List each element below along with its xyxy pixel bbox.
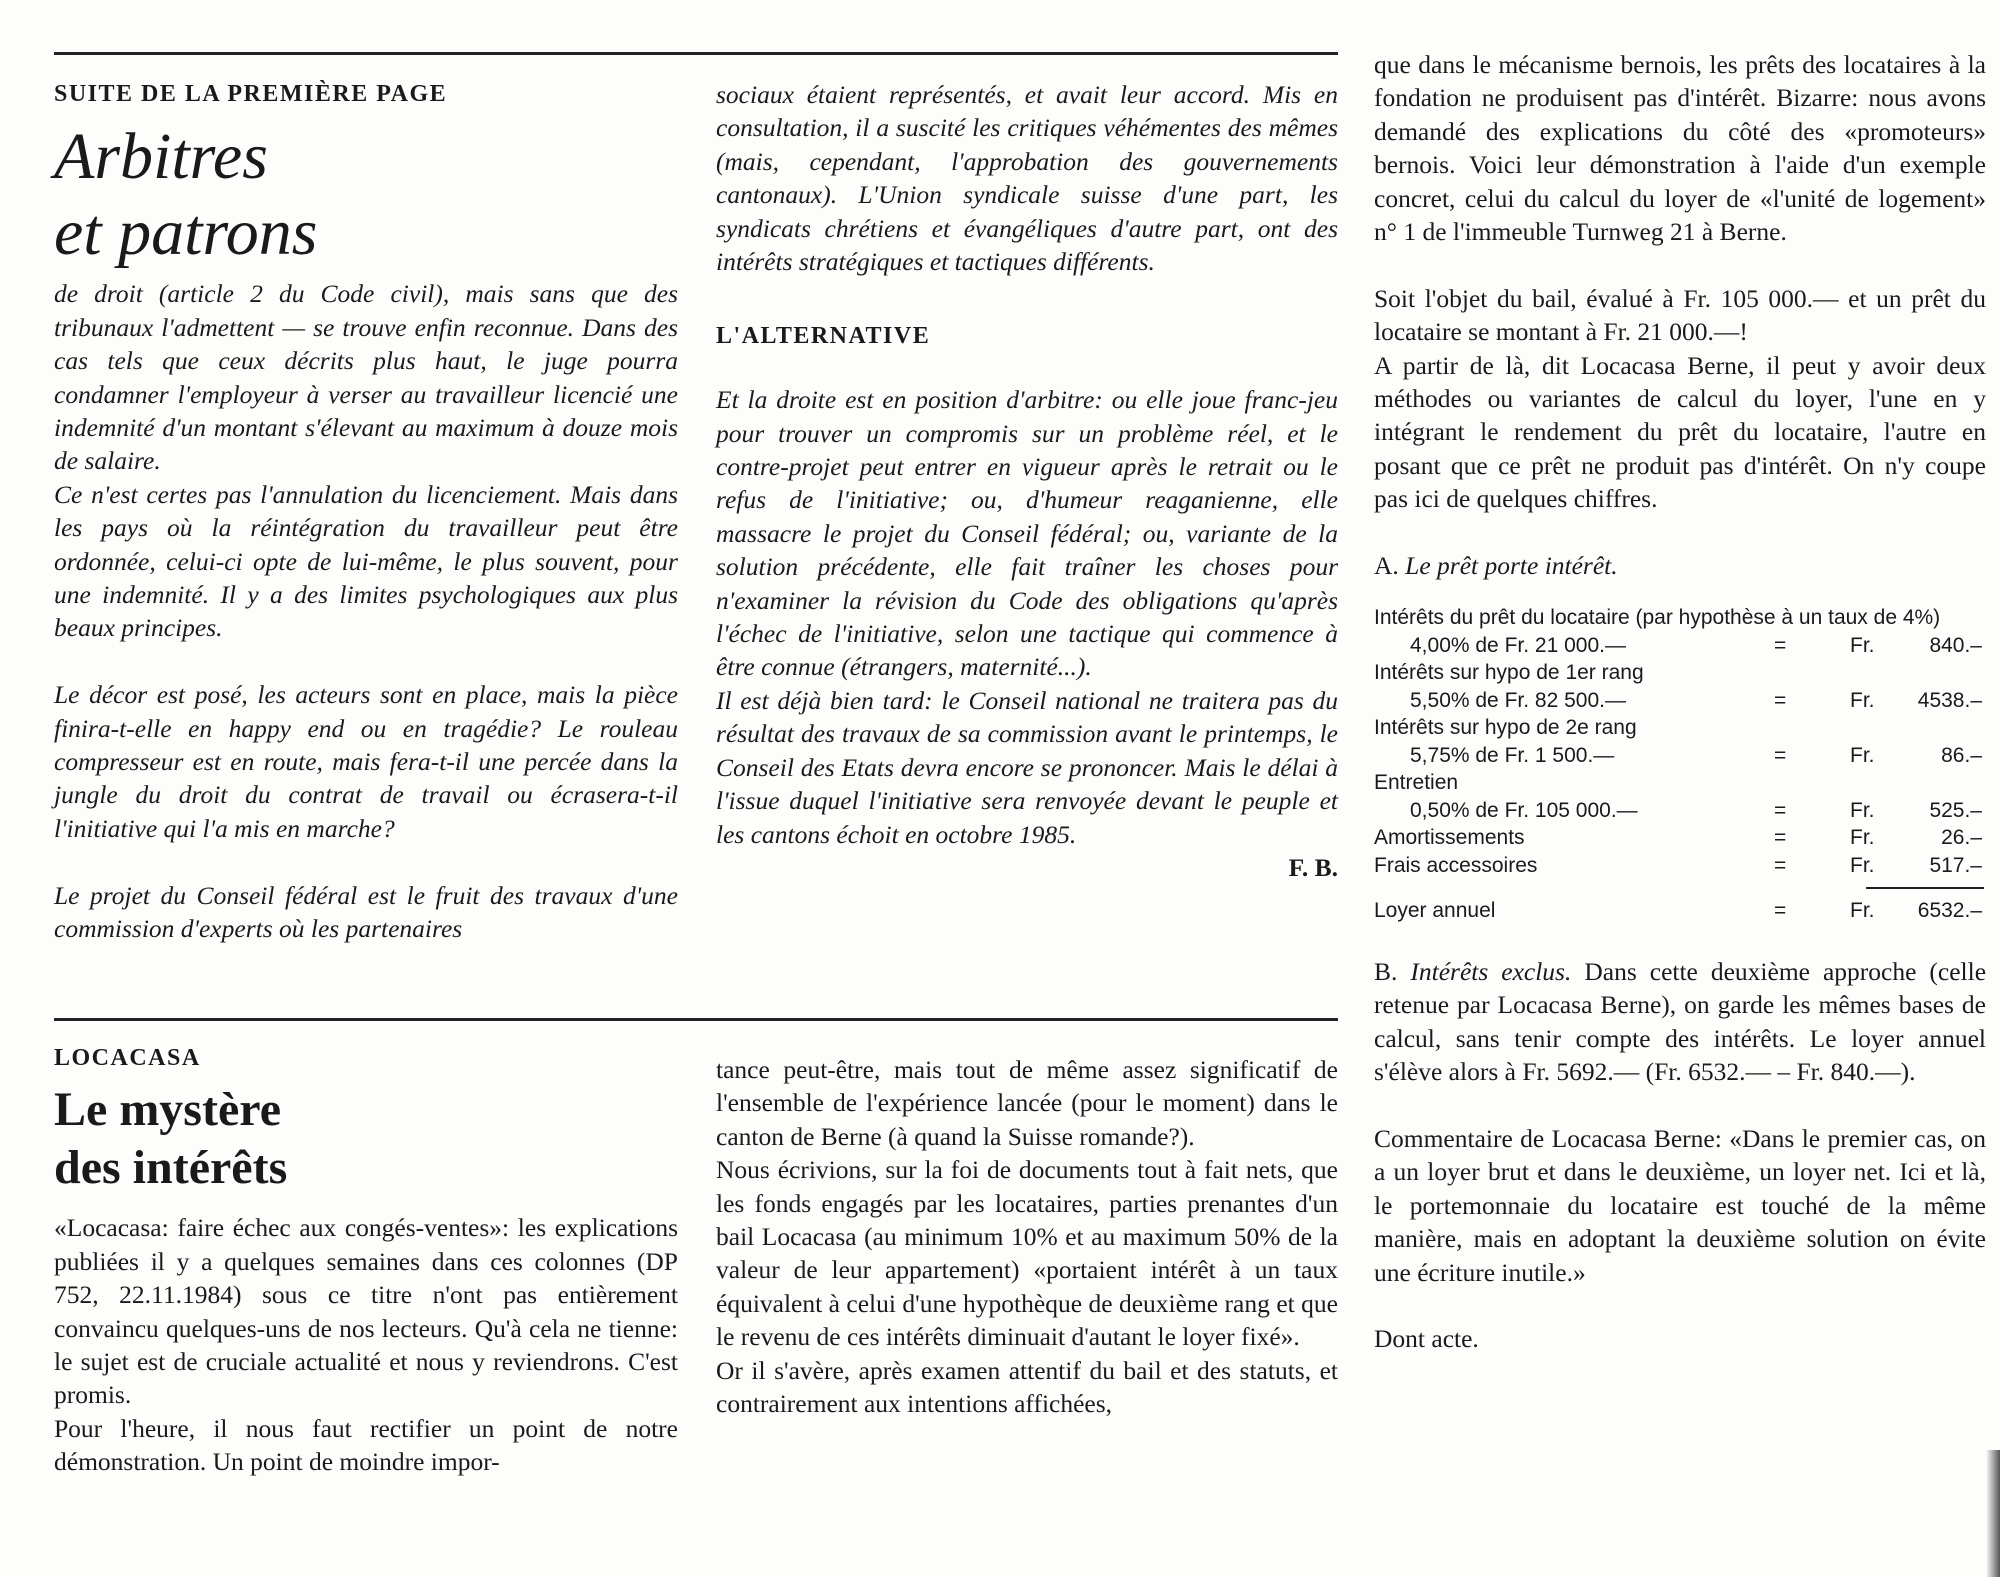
calc-row-currency: Fr.: [1850, 743, 1875, 767]
article2-title: [54, 1081, 678, 1197]
article1-title: [54, 119, 678, 271]
calc-row-currency: Fr.: [1850, 633, 1875, 657]
calc-intro: Intérêts du prêt du locataire (par hypothèse à un taux de 4%): [1374, 606, 1941, 630]
article1-paragraph: Et la droite est en position d'arbitre: ou elle joue franc-jeu pour trouver un compromis sur un problème réel, et le contre-projet peut entrer en vigueur après le retrait ou le refus de l'initiative; ou, d'humeur reaganienne, elle massacre le projet du Conseil fédéral; ou, variante de la solution précédente, elle fait traîner les choses pour n'examiner la révision du Code des obligations qu'après l'échec de l'initiative, selon une tactique qui commence à être connue (étrangers, maternité...).: [716, 385, 1338, 682]
calc-row-currency: Fr.: [1850, 826, 1875, 850]
article2-column-2: [716, 1053, 1338, 1420]
calc-total-label: Loyer annuel: [1374, 899, 1496, 923]
calc-row-amount: 4538.–: [1917, 688, 1982, 712]
calc-total-equals: =: [1774, 899, 1787, 923]
section-a-letter: A.: [1374, 551, 1399, 581]
calc-row-label: Entretien: [1374, 771, 1459, 795]
page-edge-shadow: [1986, 1450, 2000, 1577]
calc-row: [1374, 659, 1984, 687]
article1-title-line2: et patrons: [54, 196, 318, 270]
article1-column-1: [54, 78, 678, 946]
col3-paragraph: A partir de là, dit Locacasa Berne, il peut y avoir deux méthodes ou variantes de calcul du loyer, l'une en y intégrant le rendement du prêt du locataire, l'autre en posant que ce prêt ne produit pas d'intérêt. On n'y coupe pas ici de quelques chiffres.: [1374, 350, 1986, 514]
article2-kicker: LOCACASA: [54, 1045, 201, 1071]
section-b-letter: B.: [1374, 956, 1398, 986]
calc-row: [1374, 824, 1984, 852]
calc-row-currency: Fr.: [1850, 853, 1875, 877]
article2-paragraph: Nous écrivions, sur la foi de documents tout à fait nets, que les fonds engagés par les locataires, parties prenantes d'un bail Locacasa (au minimum 10% et au maximum 50% de la valeur de leur appartement) «portaient intérêt à un taux équivalent à celui d'une hypothèque de deuxième rang et que le revenu de ces intérêts diminuait d'autant le loyer fixé».: [716, 1155, 1338, 1352]
middle-rule: [54, 1018, 1338, 1021]
calc-row-equals: =: [1774, 853, 1787, 877]
article1-kicker: SUITE DE LA PREMIÈRE PAGE: [54, 81, 448, 107]
calc-row-amount: 517.–: [1929, 853, 1982, 877]
article2-paragraph: Pour l'heure, il nous faut rectifier un point de notre démonstration. Un point de moindre impor-: [54, 1413, 678, 1477]
col3-closing: Dont acte.: [1374, 1324, 1479, 1354]
article2-column-1: [54, 1042, 678, 1479]
calc-row: [1374, 852, 1984, 880]
article1-column-2: [716, 78, 1338, 884]
calc-total-row: [1374, 897, 1984, 925]
calc-row-label: 0,50% de Fr. 105 000.—: [1410, 798, 1638, 822]
article1-paragraph: Le décor est posé, les acteurs sont en place, mais la pièce finira-t-elle en happy end ou en tragédie? Le rouleau compresseur est en route, mais fera-t-il une percée dans la jungle du droit du contrat de travail ou écrasera-t-il l'initiative qui l'a mis en marche?: [54, 680, 678, 843]
article2-column-3: [1374, 48, 1986, 1356]
section-a-heading: [1374, 549, 1986, 582]
sum-line: [1866, 887, 1984, 889]
calc-total-amount: 6532.–: [1917, 899, 1982, 923]
article1-paragraph: sociaux étaient représentés, et avait leur accord. Mis en consultation, il a suscité les critiques véhémentes des mêmes (mais, cependant, l'approbation des gouvernements cantonaux). L'Union syndicale suisse d'une part, les syndicats chrétiens et évangéliques d'autre part, ont des intérêts stratégiques et tactiques différents.: [716, 80, 1338, 277]
article2-paragraph: Or il s'avère, après examen attentif du bail et des statuts, et contrairement aux intentions affichées,: [716, 1355, 1338, 1419]
col3-paragraph: Soit l'objet du bail, évalué à Fr. 105 000.— et un prêt du locataire se montant à Fr. 21 000.—!: [1374, 283, 1986, 347]
calc-row-currency: Fr.: [1850, 688, 1875, 712]
article2-title-line2: des intérêts: [54, 1141, 288, 1195]
rent-calculation: [1374, 604, 1984, 925]
calc-row: [1374, 742, 1984, 770]
calc-row-amount: 26.–: [1941, 826, 1982, 850]
calc-row-label: 5,50% de Fr. 82 500.—: [1410, 688, 1626, 712]
calc-row: [1374, 769, 1984, 797]
calc-row-label: Amortissements: [1374, 826, 1525, 850]
calc-row-amount: 525.–: [1929, 798, 1982, 822]
calc-row-equals: =: [1774, 688, 1787, 712]
article1-signature: F. B.: [1288, 852, 1338, 882]
calc-row-equals: =: [1774, 826, 1787, 850]
calc-row-equals: =: [1774, 633, 1787, 657]
article1-subhead: L'ALTERNATIVE: [716, 322, 931, 349]
calc-total-currency: Fr.: [1850, 899, 1875, 923]
calc-row-label: Intérêts sur hypo de 1er rang: [1374, 661, 1644, 685]
calc-row-label: Intérêts sur hypo de 2e rang: [1374, 716, 1637, 740]
calc-row-amount: 86.–: [1941, 743, 1982, 767]
calc-row: [1374, 797, 1984, 825]
calc-rows: [1374, 632, 1984, 880]
article1-paragraph: Il est déjà bien tard: le Conseil national ne traitera pas du résultat des travaux de sa commission avant le printemps, le Conseil des Etats devra encore se prononcer. Mais le délai à l'issue duquel l'initiative sera renvoyée devant le peuple et les cantons échoit en octobre 1985.: [716, 685, 1338, 849]
section-a-title: Le prêt porte intérêt.: [1405, 551, 1618, 581]
calc-row-label: Frais accessoires: [1374, 853, 1538, 877]
article1-paragraph: de droit (article 2 du Code civil), mais sans que des tribunaux l'admettent — se trouve enfin reconnue. Dans des cas tels que ceux décrits plus haut, le juge pourra condamner l'employeur à verser au travailleur licencié une indemnité d'un montant s'élevant au maximum à douze mois de salaire.: [54, 279, 678, 476]
section-b-text: Dans cette deuxième approche (celle retenue par Locacasa Berne), on garde les mêmes bases de calcul, sans tenir compte des intérêts. Le loyer annuel s'élève alors à Fr. 5692.— (Fr. 6532.— – Fr. 840.—).: [1374, 956, 1987, 1087]
top-rule: [54, 52, 1338, 55]
article1-paragraph: Le projet du Conseil fédéral est le fruit des travaux d'une commission d'experts où les partenaires: [54, 880, 678, 944]
section-b-title: Intérêts exclus.: [1410, 956, 1572, 986]
calc-row: [1374, 632, 1984, 660]
col3-paragraph: Commentaire de Locacasa Berne: «Dans le premier cas, on a un loyer brut et dans le deuxième, un loyer net. Ici et là, le portemonnaie du locataire est touché de la même manière, mais en adoptant la deuxième solution on évite une écriture inutile.»: [1374, 1123, 1986, 1287]
article2-paragraph: tance peut-être, mais tout de même assez significatif de l'ensemble de l'expérience lancée (pour le moment) dans le canton de Berne (à quand la Suisse romande?).: [716, 1055, 1338, 1151]
article1-title-line1: Arbitres: [54, 120, 268, 194]
article1-paragraph: Ce n'est certes pas l'annulation du licenciement. Mais dans les pays où la réintégration du travailleur peut être ordonnée, celui-ci opte de lui-même, le plus souvent, pour une indemnité. Il y a des limites psychologiques aux plus beaux principes.: [54, 479, 678, 643]
calc-row: [1374, 687, 1984, 715]
article2-title-line1: Le mystère: [54, 1083, 282, 1137]
calc-row-label: 4,00% de Fr. 21 000.—: [1410, 633, 1626, 657]
calc-row-equals: =: [1774, 743, 1787, 767]
col3-paragraph: que dans le mécanisme bernois, les prêts des locataires à la fondation ne produisent pas d'intérêt. Bizarre: nous avons demandé des explications du côté des «promoteurs» bernois. Voici leur démonstration à l'aide d'un exemple concret, celui du calcul du loyer de «l'unité de logement» n° 1 de l'immeuble Turnweg 21 à Berne.: [1374, 50, 1986, 247]
calc-row-amount: 840.–: [1929, 633, 1982, 657]
calc-row-equals: =: [1774, 798, 1787, 822]
calc-row: [1374, 714, 1984, 742]
calc-row-label: 5,75% de Fr. 1 500.—: [1410, 743, 1615, 767]
article2-paragraph: «Locacasa: faire échec aux congés-ventes»: les explications publiées il y a quelques semaines dans ces colonnes (DP 752, 22.11.1984) sous ce titre n'ont pas entièrement convaincu quelques-uns de nos lecteurs. Qu'à cela ne tienne: le sujet est de cruciale actualité et nous y reviendrons. C'est promis.: [54, 1213, 678, 1410]
section-b-paragraph: [1374, 955, 1986, 1089]
calc-row-currency: Fr.: [1850, 798, 1875, 822]
